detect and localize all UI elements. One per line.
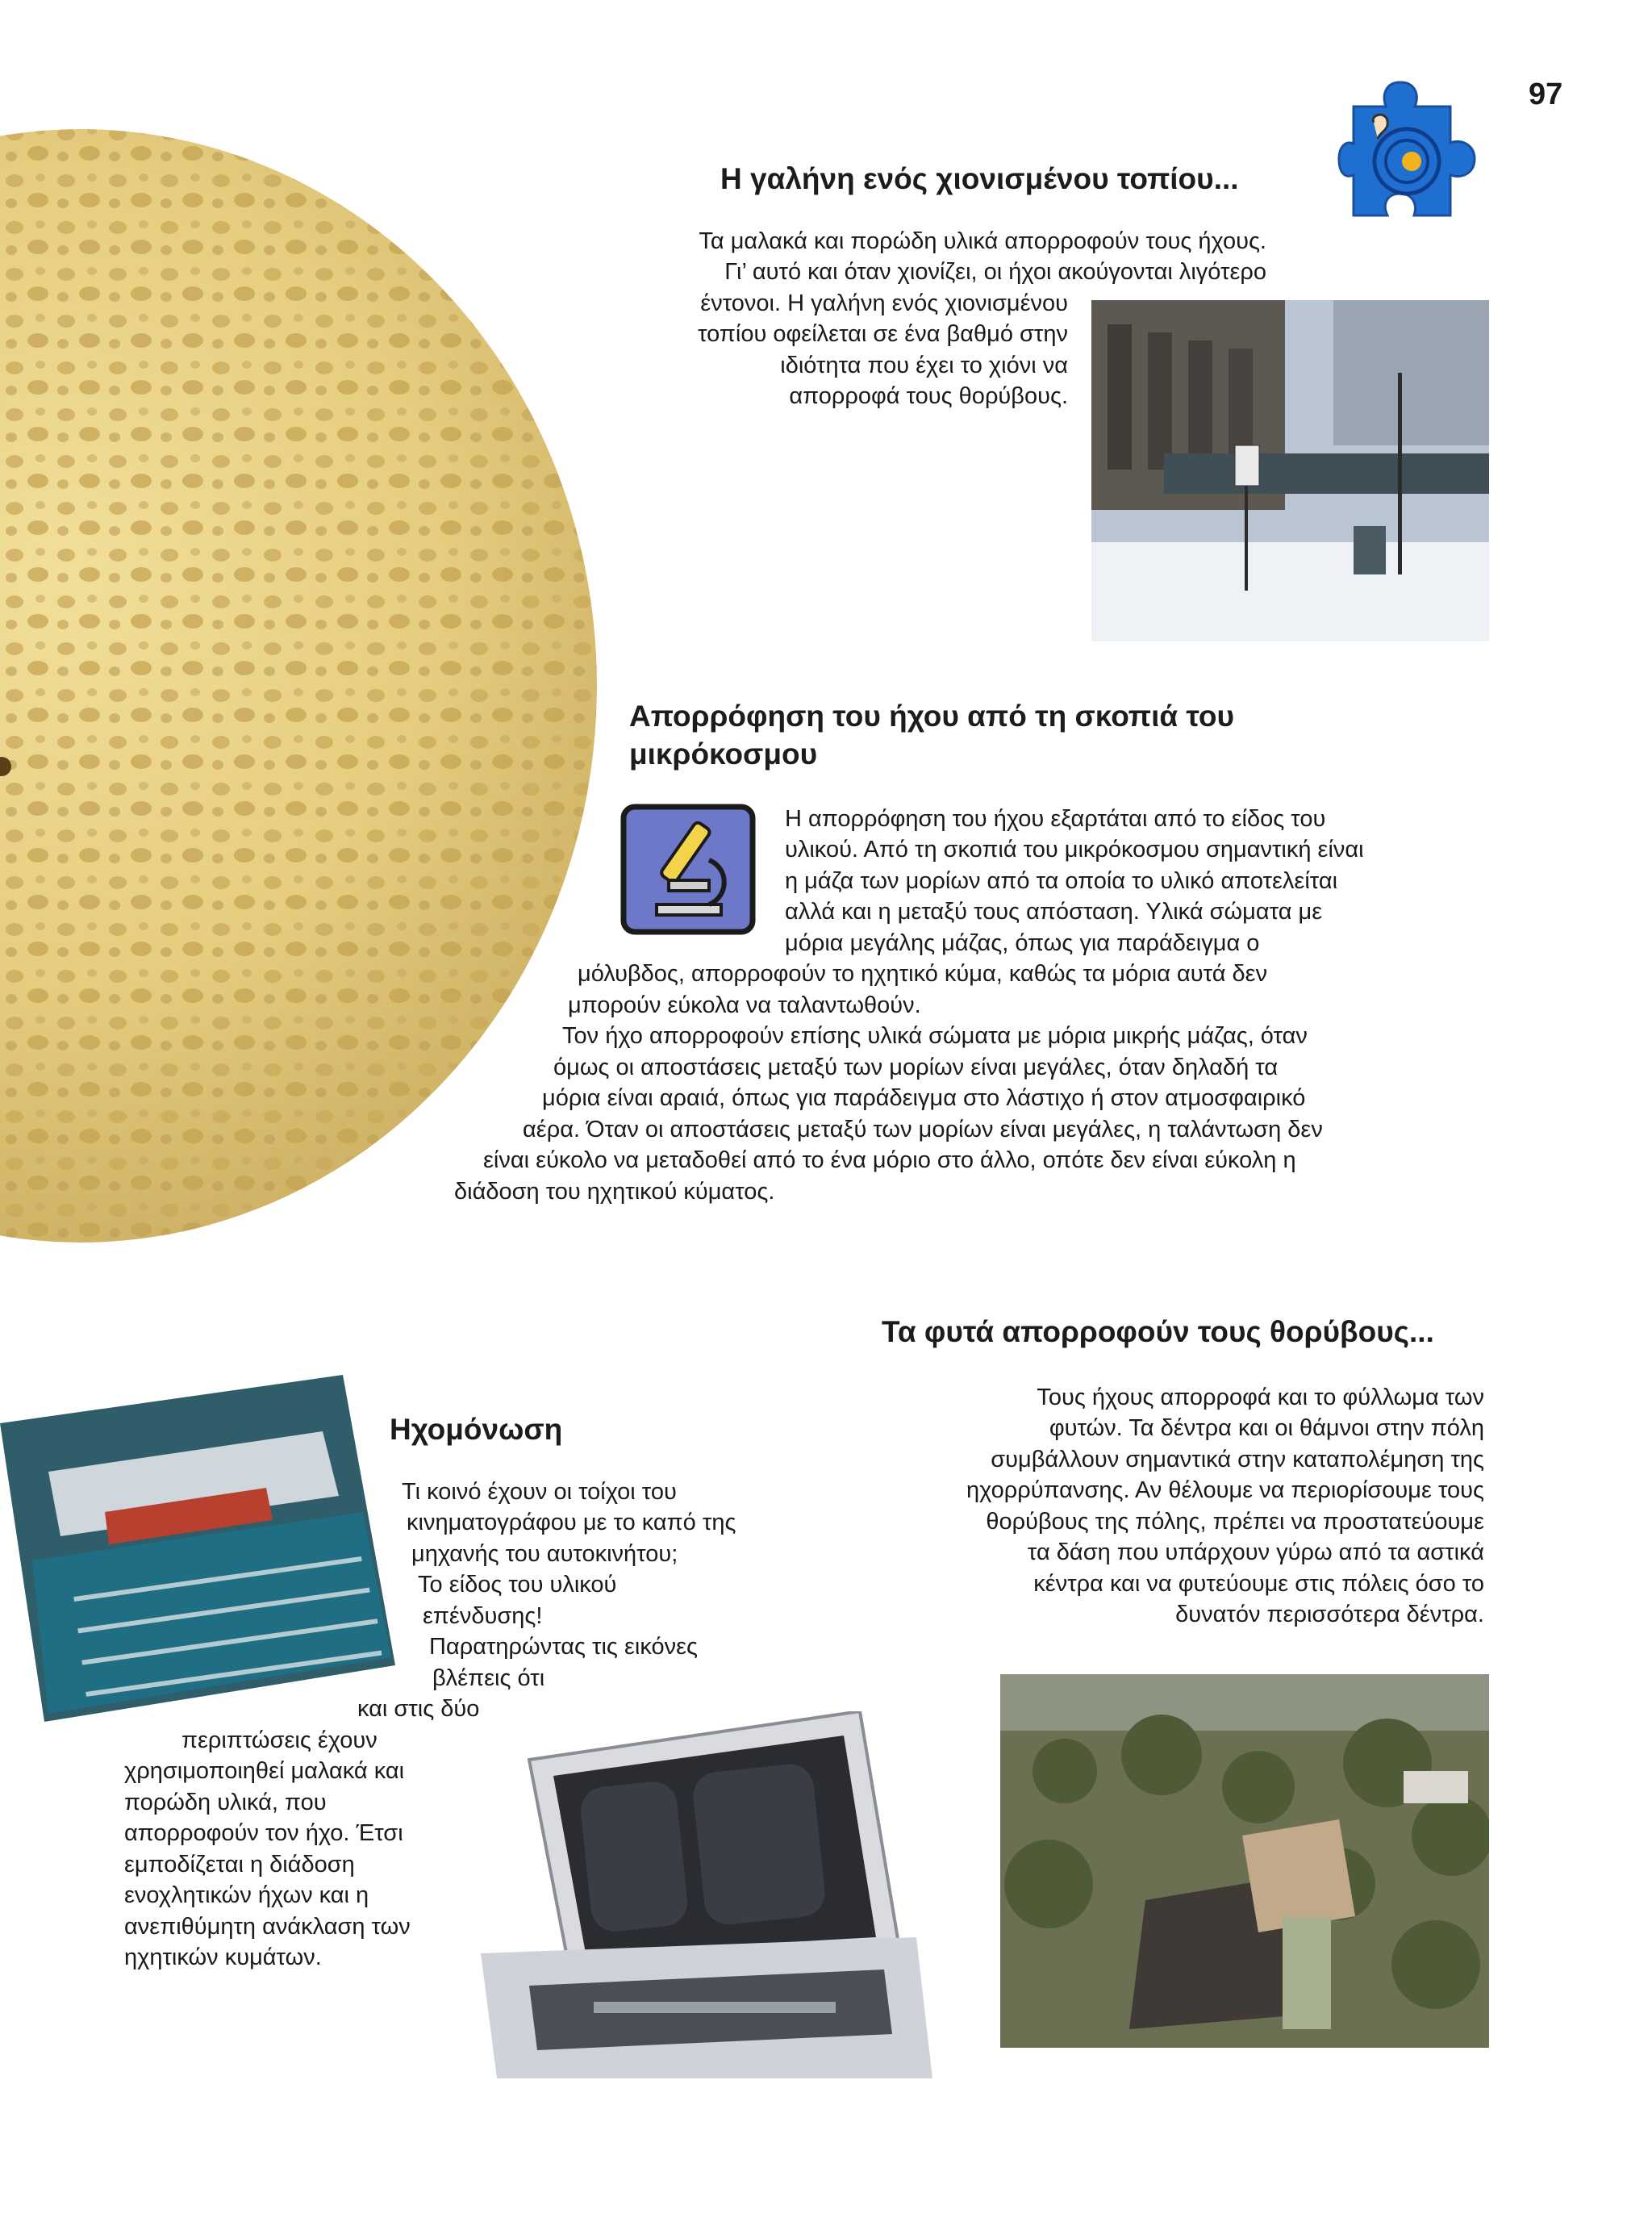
text-line: ενοχλητικών ήχων και η	[124, 1882, 369, 1908]
text-line: Το είδος του υλικού	[418, 1572, 617, 1598]
text-line: ηχητικών κυμάτων.	[124, 1944, 322, 1970]
text-line: χρησιμοποιηθεί μαλακά και	[124, 1758, 405, 1784]
text-line: επένδυσης!	[423, 1603, 543, 1629]
text-line: Τι κοινό έχουν οι τοίχοι του	[402, 1479, 677, 1505]
text-line: αλλά και η μεταξύ τους απόσταση. Υλικά σώματα με	[785, 899, 1323, 925]
text-line: κέντρα και να φυτεύουμε στις πόλεις όσο το	[1033, 1571, 1484, 1597]
microscope-icon	[620, 804, 756, 935]
text-line: αέρα. Όταν οι αποστάσεις μεταξύ των μορίων είναι μεγάλες, η ταλάντωση δεν	[523, 1117, 1323, 1142]
text-line: όμως οι αποστάσεις μεταξύ των μορίων είναι μεγάλες, όταν δηλαδή τα	[553, 1055, 1279, 1080]
text-line: απορροφά τους θορύβους.	[789, 383, 1068, 409]
text-line: περιπτώσεις έχουν	[181, 1727, 378, 1753]
snowy-city-photo	[1091, 300, 1489, 641]
section-title-plants: Τα φυτά απορροφούν τους θορύβους...	[882, 1315, 1434, 1348]
sponge-image	[0, 121, 597, 1251]
text-line: πορώδη υλικά, που	[124, 1790, 327, 1815]
text-line: είναι εύκολο να μεταδοθεί από το ένα μόριο στο άλλο, οπότε δεν είναι εύκολη η	[483, 1147, 1296, 1173]
aerial-city-photo	[1000, 1674, 1489, 2048]
text-line: ηχορρύπανσης. Αν θέλουμε να περιορίσουμε τους	[966, 1477, 1484, 1503]
text-line: Τον ήχο απορροφούν επίσης υλικά σώματα με μόρια μικρής μάζας, όταν	[562, 1023, 1308, 1049]
section-title-micro	[629, 697, 1234, 773]
text-line: τοπίου οφείλεται σε ένα βαθμό στην	[698, 321, 1068, 347]
text-line: απορροφούν τον ήχο. Έτσι	[124, 1820, 403, 1846]
text-line: η μάζα των μορίων από τα οποία το υλικό αποτελείται	[785, 868, 1338, 894]
text-line: υλικού. Από τη σκοπιά του μικρόκοσμου σημαντική είναι	[785, 837, 1364, 863]
text-line: και στις δύο	[357, 1696, 480, 1722]
text-line: μόρια είναι αραιά, όπως για παράδειγμα στο λάστιχο ή στον ατμοσφαιρικό	[542, 1085, 1306, 1111]
text-line: μόρια μεγάλης μάζας, όπως για παράδειγμα ο	[785, 930, 1260, 956]
puzzle-ear-icon	[1337, 74, 1479, 236]
text-line: δυνατόν περισσότερα δέντρα.	[1175, 1602, 1484, 1627]
text-line: Η απορρόφηση του ήχου εξαρτάται από το είδος του	[785, 806, 1326, 832]
title-line: Απορρόφηση του ήχου από τη σκοπιά του	[629, 700, 1235, 733]
text-line: φυτών. Τα δέντρα και οι θάμνοι στην πόλη	[1049, 1415, 1484, 1441]
section-title-snow: Η γαλήνη ενός χιονισμένου τοπίου...	[720, 162, 1239, 195]
text-line: κινηματογράφου με το καπό της	[407, 1510, 736, 1535]
text-line: βλέπεις ότι	[432, 1665, 545, 1691]
text-line: μόλυβδος, απορροφούν το ηχητικό κύμα, καθώς τα μόρια αυτά δεν	[578, 961, 1268, 987]
text-line: θορύβους της πόλης, πρέπει να προστατεύουμε	[986, 1509, 1484, 1535]
text-line: εμποδίζεται η διάδοση	[124, 1852, 355, 1878]
title-line: μικρόκοσμου	[629, 737, 818, 771]
text-line: τα δάση που υπάρχουν γύρω από τα αστικά	[1027, 1539, 1484, 1565]
text-line: Γι’ αυτό και όταν χιονίζει, οι ήχοι ακούγονται λιγότερο	[724, 259, 1266, 285]
text-line: συμβάλλουν σημαντικά στην καταπολέμηση της	[991, 1447, 1484, 1472]
text-line: Παρατηρώντας τις εικόνες	[429, 1634, 699, 1660]
text-line: Τα μαλακά και πορώδη υλικά απορροφούν τους ήχους.	[699, 228, 1266, 254]
text-line: έντονοι. Η γαλήνη ενός χιονισμένου	[700, 290, 1068, 316]
section-title-insulation: Ηχομόνωση	[390, 1413, 563, 1446]
text-line: ανεπιθύμητη ανάκλαση των	[124, 1914, 411, 1940]
text-line: ιδιότητα που έχει το χιόνι να	[780, 353, 1068, 378]
text-line: διάδοση του ηχητικού κύματος.	[454, 1179, 775, 1205]
page-number: 97	[1529, 77, 1563, 111]
cinema-photo	[0, 1375, 395, 1722]
car-hood-photo	[481, 1711, 932, 2078]
text-line: μηχανής του αυτοκινήτου;	[411, 1541, 678, 1567]
text-line: μπορούν εύκολα να ταλαντωθούν.	[568, 992, 921, 1018]
text-line: Τους ήχους απορροφά και το φύλλωμα των	[1037, 1385, 1484, 1410]
